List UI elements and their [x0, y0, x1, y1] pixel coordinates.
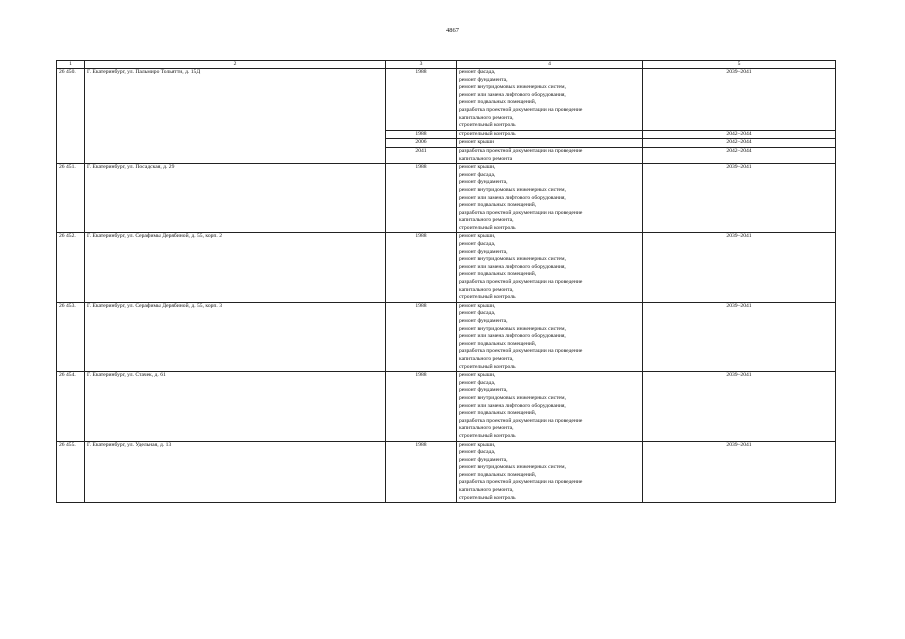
- work-item: разработка проектной документации на проведение: [459, 106, 583, 113]
- column-header-5: 5: [643, 61, 836, 69]
- year-cell: 1988: [386, 130, 457, 139]
- works-cell: [457, 233, 643, 302]
- period-cell: 2039–2041: [643, 164, 836, 233]
- work-item: ремонт подвальных помещений,: [459, 99, 537, 106]
- works-cell: [457, 164, 643, 233]
- work-item: строительный контроль: [459, 130, 516, 137]
- work-item: ремонт внутридомовых инженерных систем,: [459, 464, 566, 471]
- year-cell: 1988: [386, 69, 457, 131]
- period-cell: 2039–2041: [643, 69, 836, 131]
- column-header-2: 2: [85, 61, 386, 69]
- works-cell: [457, 139, 643, 148]
- work-item: ремонт фасада,: [459, 379, 496, 386]
- work-item: ремонт фасада,: [459, 310, 496, 317]
- year-cell: 2006: [386, 139, 457, 148]
- record-number: 26 451.: [57, 164, 85, 233]
- work-item: разработка проектной документации на проведение: [459, 209, 583, 216]
- work-item: ремонт или замена лифтового оборудования,: [459, 333, 566, 340]
- column-header-1: 1: [57, 61, 85, 69]
- work-item: ремонт или замена лифтового оборудования,: [459, 402, 566, 409]
- page-number: 4867: [446, 27, 459, 34]
- building-address: Г. Екатеринбург, ул. Посадская, д. 29: [85, 164, 386, 233]
- work-item: ремонт подвальных помещений,: [459, 471, 537, 478]
- period-cell: 2039–2041: [643, 372, 836, 441]
- works-cell: [457, 130, 643, 139]
- record-number: 26 455.: [57, 441, 85, 503]
- work-item: разработка проектной документации на проведение: [459, 479, 583, 486]
- year-cell: 1988: [386, 441, 457, 503]
- table-row: [57, 164, 836, 233]
- works-cell: [457, 441, 643, 503]
- work-item: ремонт фундамента,: [459, 76, 508, 83]
- works-cell: [457, 372, 643, 441]
- work-item: ремонт крыши,: [459, 302, 496, 309]
- work-item: ремонт крыши: [459, 139, 495, 146]
- work-item: ремонт фасада,: [459, 449, 496, 456]
- work-item: капитального ремонта,: [459, 114, 514, 121]
- work-item: ремонт внутридомовых инженерных систем,: [459, 394, 566, 401]
- work-item: разработка проектной документации на проведение: [459, 417, 583, 424]
- table-row: [57, 233, 836, 302]
- year-cell: 1988: [386, 233, 457, 302]
- work-item: разработка проектной документации на проведение: [459, 147, 583, 154]
- works-cell: [457, 147, 643, 163]
- period-cell: 2042–2044: [643, 130, 836, 139]
- building-address: Г. Екатеринбург, ул. Стачек, д. 61: [85, 372, 386, 441]
- work-item: капитального ремонта,: [459, 487, 514, 494]
- year-cell: 1988: [386, 302, 457, 371]
- work-item: ремонт подвальных помещений,: [459, 271, 537, 278]
- work-item: ремонт или замена лифтового оборудования,: [459, 194, 566, 201]
- work-item: капитального ремонта,: [459, 355, 514, 362]
- building-address: Г. Екатеринбург, ул. Серафимы Дерябиной, д. 55, корп. 3: [85, 302, 386, 371]
- work-item: строительный контроль: [459, 294, 516, 301]
- work-item: ремонт фундамента,: [459, 318, 508, 324]
- building-address: Г. Екатеринбург, ул. Пальмиро Тольятти, д. 15Д: [85, 69, 386, 164]
- works-cell: [457, 302, 643, 371]
- work-item: строительный контроль: [459, 122, 516, 129]
- record-number: 26 450.: [57, 69, 85, 164]
- table-row: [57, 69, 836, 131]
- work-item: ремонт внутридомовых инженерных систем,: [459, 84, 566, 91]
- work-item: ремонт фундамента,: [459, 387, 508, 394]
- work-item: капитального ремонта,: [459, 217, 514, 224]
- work-item: ремонт внутридомовых инженерных систем,: [459, 256, 566, 263]
- period-cell: 2039–2041: [643, 302, 836, 371]
- work-item: строительный контроль: [459, 224, 516, 231]
- work-item: ремонт или замена лифтового оборудования,: [459, 263, 566, 270]
- work-item: ремонт подвальных помещений,: [459, 202, 537, 209]
- work-item: капитального ремонта,: [459, 286, 514, 293]
- column-number-row: [57, 61, 836, 69]
- table-row: [57, 302, 836, 371]
- record-number: 26 453.: [57, 302, 85, 371]
- period-cell: 2042–2044: [643, 147, 836, 163]
- work-item: разработка проектной документации на проведение: [459, 348, 583, 355]
- repair-schedule-table: [56, 60, 836, 503]
- work-item: ремонт фасада,: [459, 241, 496, 248]
- table-row: [57, 372, 836, 441]
- work-item: ремонт крыши,: [459, 372, 496, 379]
- work-item: ремонт крыши,: [459, 164, 496, 171]
- year-cell: 1988: [386, 372, 457, 441]
- work-item: разработка проектной документации на проведение: [459, 279, 583, 286]
- year-cell: 2041: [386, 147, 457, 163]
- work-item: ремонт внутридомовых инженерных систем,: [459, 325, 566, 332]
- work-item: ремонт крыши,: [459, 233, 496, 240]
- column-header-3: 3: [386, 61, 457, 69]
- work-item: ремонт или замена лифтового оборудования,: [459, 91, 566, 98]
- table-body: [57, 69, 836, 503]
- work-item: ремонт фундамента,: [459, 179, 508, 186]
- record-number: 26 452.: [57, 233, 85, 302]
- work-item: капитального ремонта,: [459, 425, 514, 432]
- work-item: ремонт фундамента,: [459, 248, 508, 255]
- work-item: ремонт фундамента,: [459, 456, 508, 463]
- work-item: ремонт крыши,: [459, 441, 496, 448]
- period-cell: 2039–2041: [643, 233, 836, 302]
- work-item: ремонт подвальных помещений,: [459, 410, 537, 417]
- work-item: ремонт подвальных помещений,: [459, 340, 537, 347]
- work-item: строительный контроль: [459, 363, 516, 370]
- column-header-4: 4: [457, 61, 643, 69]
- building-address: Г. Екатеринбург, ул. Серафимы Дерябиной, д. 55, корп. 2: [85, 233, 386, 302]
- work-item: ремонт внутридомовых инженерных систем,: [459, 186, 566, 193]
- work-item: капитального ремонта: [459, 155, 513, 162]
- work-item: ремонт фасада,: [459, 171, 496, 178]
- record-number: 26 454.: [57, 372, 85, 441]
- building-address: Г. Екатеринбург, ул. Удельная, д. 13: [85, 441, 386, 503]
- works-cell: [457, 69, 643, 131]
- work-item: ремонт фасада,: [459, 69, 496, 75]
- work-item: строительный контроль: [459, 494, 516, 501]
- period-cell: 2042–2044: [643, 139, 836, 148]
- period-cell: 2039–2041: [643, 441, 836, 503]
- table-row: [57, 441, 836, 503]
- work-item: строительный контроль: [459, 432, 516, 439]
- year-cell: 1988: [386, 164, 457, 233]
